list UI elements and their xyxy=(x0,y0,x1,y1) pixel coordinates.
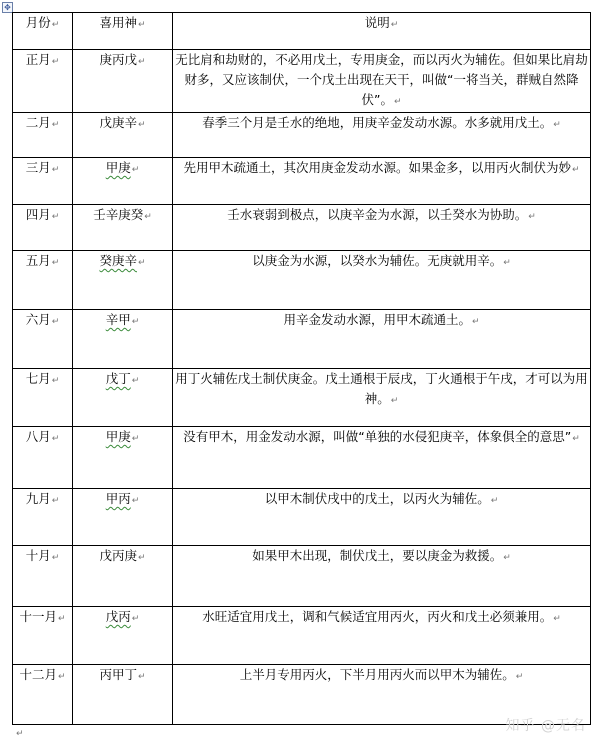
note-cell-text: 以甲木制伏戌中的戊土，以丙火为辅佐。 xyxy=(264,491,490,506)
month-cell xyxy=(13,546,73,607)
month-cell-text: 四月 xyxy=(25,207,51,222)
gods-cell-text: 甲庚 xyxy=(105,160,131,175)
paragraph-mark: ↵ xyxy=(51,553,60,563)
note-cell-text: 用丁火辅佐戊土制伏庚金。戊土通根于辰戌，丁火通根于午戌，才可以为用神。 xyxy=(175,371,588,406)
note-cell xyxy=(173,205,591,251)
month-cell xyxy=(13,607,73,665)
note-cell xyxy=(173,158,591,205)
month-cell-text: 九月 xyxy=(25,491,51,506)
gods-cell xyxy=(73,113,173,158)
month-cell xyxy=(13,158,73,205)
gods-cell xyxy=(73,158,173,205)
note-cell-text: 壬水衰弱到极点，以庚辛金为水源，以壬癸水为协助。 xyxy=(227,207,528,222)
month-cell-text: 二月 xyxy=(25,115,51,130)
paragraph-mark: ↵ xyxy=(515,672,524,682)
month-cell-text: 十月 xyxy=(25,548,51,563)
gods-cell xyxy=(73,205,173,251)
paragraph-mark: ↵ xyxy=(16,729,24,739)
paragraph-mark: ↵ xyxy=(51,376,60,386)
paragraph-mark: ↵ xyxy=(137,672,146,682)
gods-cell xyxy=(73,310,173,369)
gods-cell xyxy=(73,427,173,489)
table-row xyxy=(13,158,591,205)
header-gods: 喜用神↵ xyxy=(73,13,173,50)
paragraph-mark: ↵ xyxy=(390,396,399,406)
gods-cell-text: 癸庚辛 xyxy=(99,253,137,268)
month-cell xyxy=(13,251,73,310)
table-row xyxy=(13,50,591,113)
gods-cell xyxy=(73,546,173,607)
paragraph-mark: ↵ xyxy=(51,57,60,67)
gods-cell xyxy=(73,607,173,665)
table-row xyxy=(13,369,591,427)
gods-cell-text: 甲丙 xyxy=(105,491,131,506)
table-row xyxy=(13,546,591,607)
gods-cell-text: 戊丙庚 xyxy=(99,548,137,563)
paragraph-mark: ↵ xyxy=(553,120,561,130)
month-cell xyxy=(13,427,73,489)
header-month: 月份↵ xyxy=(13,13,73,50)
paragraph-mark: ↵ xyxy=(51,258,60,268)
table-row xyxy=(13,251,591,310)
table-header-row xyxy=(13,13,591,50)
table-row xyxy=(13,665,591,725)
gods-cell-text: 戊丙 xyxy=(105,609,131,624)
gods-cell-text: 丙甲丁 xyxy=(99,667,137,682)
gods-cell xyxy=(73,251,173,310)
paragraph-mark: ↵ xyxy=(571,165,580,175)
note-cell-text: 先用甲木疏通土，其次用庚金发动水源。如果金多，以用丙火制伏为妙 xyxy=(183,160,571,175)
month-cell xyxy=(13,205,73,251)
note-cell-text: 水旺适宜用戊土，调和气候适宜用丙火，丙火和戊土必须兼用。 xyxy=(202,609,553,624)
note-cell xyxy=(173,546,591,607)
month-gods-table xyxy=(12,12,591,725)
note-cell-text: 如果甲木出现，制伏戊土，要以庚金为救援。 xyxy=(252,548,503,563)
paragraph-mark: ↵ xyxy=(471,317,480,327)
gods-cell-text: 辛甲 xyxy=(105,312,131,327)
month-cell-text: 六月 xyxy=(25,312,51,327)
note-cell xyxy=(173,310,591,369)
paragraph-mark: ↵ xyxy=(553,614,561,624)
paragraph-mark: ↵ xyxy=(503,258,511,268)
note-cell-text: 以庚金为水源，以癸水为辅佐。无庚就用辛。 xyxy=(252,253,503,268)
paragraph-mark: ↵ xyxy=(131,317,140,327)
paragraph-mark: ↵ xyxy=(51,212,60,222)
month-cell-text: 七月 xyxy=(25,371,51,386)
note-cell xyxy=(173,50,591,113)
paragraph-mark: ↵ xyxy=(137,120,146,130)
gods-cell xyxy=(73,489,173,546)
table-row xyxy=(13,489,591,546)
paragraph-mark: ↵ xyxy=(137,258,146,268)
gods-cell xyxy=(73,50,173,113)
paragraph-mark: ↵ xyxy=(503,553,511,563)
month-cell xyxy=(13,50,73,113)
paragraph-mark: ↵ xyxy=(131,434,140,444)
table-row xyxy=(13,113,591,158)
month-cell xyxy=(13,113,73,158)
gods-cell xyxy=(73,369,173,427)
paragraph-mark: ↵ xyxy=(57,672,66,682)
table-move-handle-icon[interactable]: ✥ xyxy=(2,2,13,13)
note-cell-text: 没有甲木，用金发动水源，叫做“单独的水侵犯庚辛，体象俱全的意思” xyxy=(183,429,572,444)
paragraph-mark: ↵ xyxy=(137,57,146,67)
table-row xyxy=(13,607,591,665)
gods-cell-text: 甲庚 xyxy=(105,429,131,444)
month-cell xyxy=(13,489,73,546)
table-row xyxy=(13,427,591,489)
note-cell-text: 春季三个月是壬水的绝地，用庚辛金发动水源。水多就用戊土。 xyxy=(202,115,553,130)
paragraph-mark: ↵ xyxy=(393,97,402,107)
paragraph-mark: ↵ xyxy=(144,212,152,222)
note-cell xyxy=(173,251,591,310)
month-cell xyxy=(13,310,73,369)
paragraph-mark: ↵ xyxy=(51,496,60,506)
note-cell-text: 上半月专用丙火，下半月用丙火而以甲木为辅佐。 xyxy=(239,667,515,682)
month-cell-text: 正月 xyxy=(25,52,51,67)
table-row xyxy=(13,310,591,369)
paragraph-mark: ↵ xyxy=(131,614,140,624)
month-cell-text: 十一月 xyxy=(19,609,57,624)
note-cell xyxy=(173,427,591,489)
note-cell xyxy=(173,369,591,427)
gods-cell-text: 戊庚辛 xyxy=(99,115,137,130)
paragraph-mark: ↵ xyxy=(131,376,140,386)
paragraph-mark: ↵ xyxy=(51,120,60,130)
paragraph-mark: ↵ xyxy=(51,434,60,444)
month-cell-text: 三月 xyxy=(25,160,51,175)
paragraph-mark: ↵ xyxy=(528,212,536,222)
paragraph-mark: ↵ xyxy=(131,496,140,506)
note-cell-text: 用辛金发动水源，用甲木疏通土。 xyxy=(283,312,471,327)
note-cell xyxy=(173,113,591,158)
note-cell-text: 无比肩和劫财的，不必用戊土，专用庚金，而以丙火为辅佐。但如果比肩劫财多，又应该制伏，一个戊土出现在天干，叫做“一将当关，群贼自然降伏”。 xyxy=(175,52,588,107)
paragraph-mark: ↵ xyxy=(490,496,499,506)
gods-cell-text: 戊丁 xyxy=(105,371,131,386)
month-cell-text: 十二月 xyxy=(19,667,57,682)
note-cell xyxy=(173,607,591,665)
paragraph-mark: ↵ xyxy=(51,165,60,175)
paragraph-mark: ↵ xyxy=(57,614,66,624)
note-cell xyxy=(173,489,591,546)
paragraph-mark: ↵ xyxy=(137,553,146,563)
gods-cell-text: 壬辛庚癸 xyxy=(93,207,144,222)
paragraph-mark: ↵ xyxy=(131,165,140,175)
gods-cell xyxy=(73,665,173,725)
header-note: 说明↵ xyxy=(173,13,591,50)
watermark: 知乎 @无名 xyxy=(505,718,586,734)
paragraph-mark: ↵ xyxy=(572,434,580,444)
month-cell xyxy=(13,665,73,725)
table-row xyxy=(13,205,591,251)
month-cell-text: 八月 xyxy=(25,429,51,444)
month-cell-text: 五月 xyxy=(25,253,51,268)
gods-cell-text: 庚丙戊 xyxy=(99,52,137,67)
month-cell xyxy=(13,369,73,427)
paragraph-mark: ↵ xyxy=(51,317,60,327)
